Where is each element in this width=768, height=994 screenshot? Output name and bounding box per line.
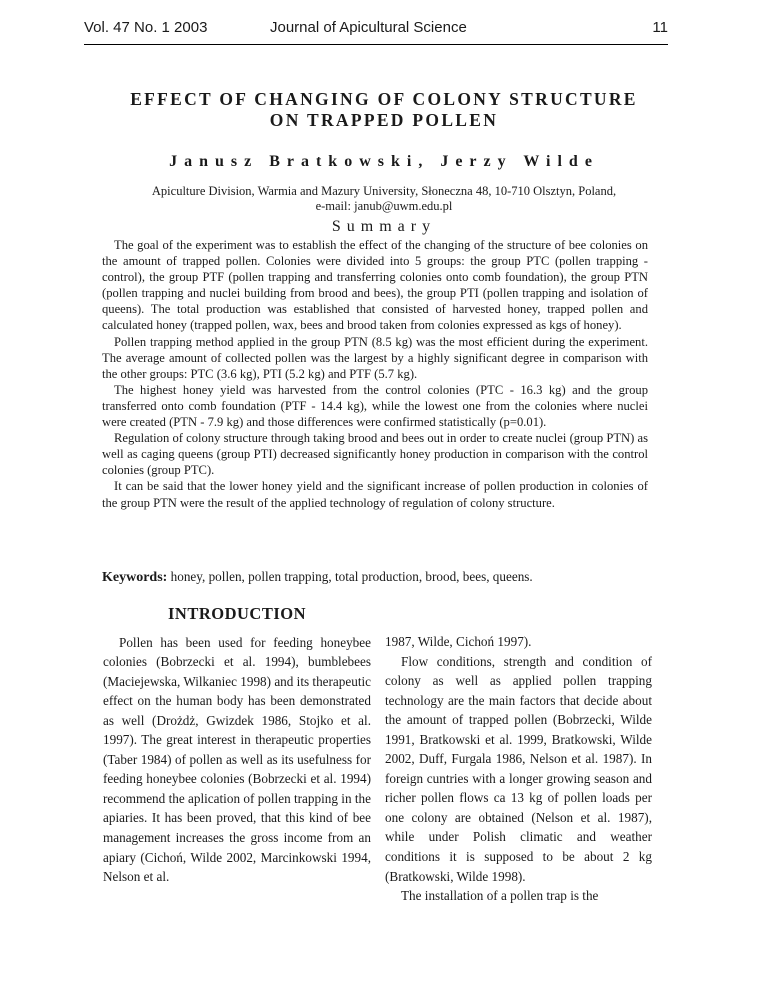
right-column: [385, 632, 652, 906]
body-paragraph: Pollen has been used for feeding honeybee colonies (Bobrzecki et al. 1994), bumblebees (Maciejewska, Wilkaniec 1998) and its therapeutic effect on the human body has been demonstrated as well (Drożdż, Gwizdek 1986, Stojko et al. 1997). The great interest in therapeutic properties (Taber 1984) of pollen as well as its usefulness for feeding honeybee colonies (Bobrzecki et al. 1994) recommend the aplication of pollen trapping in the apiaries. It has been proved, that this kind of bee management increases the gross income from an apiary (Cichoń, Wilde 2002, Marcinkowski 1994, Nelson et al.: [103, 634, 372, 885]
keywords-label: Keywords:: [102, 570, 168, 585]
summary-heading: Summary: [331, 218, 437, 235]
page-number: 11: [652, 19, 668, 36]
abstract-paragraph: The highest honey yield was harvested from the control colonies (PTC - 16.3 kg) and the group transferred onto comb foundation (PTF - 14.4 kg), while the lowest one from the colonies where nuclei were created (PTN - 7.9 kg) and those differences were confirmed statistically (p=0.01).: [102, 382, 648, 430]
introduction-heading: INTRODUCTION: [167, 604, 307, 623]
left-column: [103, 604, 371, 887]
abstract-paragraph: Pollen trapping method applied in the group PTN (8.5 kg) was the most efficient during the experiment. The average amount of collected pollen was the largest by a highly significant degree in comparison with the other groups: PTC (3.6 kg), PTI (5.2 kg) and PTF (5.7 kg).: [102, 334, 648, 381]
article-title: [0, 89, 768, 131]
affiliation-address: Apiculture Division, Warmia and Mazury University, Słoneczna 48, 10-710 Olsztyn, Poland,: [151, 184, 617, 198]
running-header: [84, 19, 668, 45]
body-paragraph: Flow conditions, strength and condition of colony as well as applied pollen trapping technology are the main factors that decide about the amount of trapped pollen (Bobrzecki, Wilde 1991, Bratkowski et al. 1999, Bratkowski, Wilde 2002, Duff, Furgala 1986, Nelson et al. 1987). In foreign cuntries with a longer growing season and richer pollen flows ca 13 kg of pollen loads per one colony are obtained (Nelson et al. 1987), while under Polish climatic and weather conditions it is supposed to be about 2 kg (Bratkowski, Wilde 1998).: [385, 653, 652, 884]
abstract-paragraph: The goal of the experiment was to establish the effect of the changing of the structure of bee colonies on the amount of trapped pollen. Colonies were divided into 5 groups: the group PTC (pollen trapping - control), the group PTF (pollen trapping and transferring colonies onto comb foundation), the group PTN (pollen trapping and nuclei building from brood and bees), the group PTI (pollen trapping and isolation of queens). The total production was established that consisted of harvested honey, trapped pollen and calculated honey (trapped pollen, wax, bees and brood taken from colonies expressed as kgs of honey).: [102, 238, 648, 333]
title-line-1: EFFECT OF CHANGING OF COLONY STRUCTURE: [130, 89, 638, 109]
affiliation: [0, 184, 768, 214]
abstract-paragraph: It can be said that the lower honey yield and the significant increase of pollen production in colonies of the group PTN were the result of the applied technology of regulation of colony structure.: [102, 479, 648, 510]
abstract: [102, 237, 648, 511]
body-paragraph-continuation: 1987, Wilde, Cichoń 1997).: [385, 634, 532, 649]
title-line-2: ON TRAPPED POLLEN: [269, 110, 499, 130]
keywords-text: honey, pollen, pollen trapping, total production, brood, bees, queens.: [170, 569, 533, 584]
volume-info: Vol. 47 No. 1 2003: [84, 19, 208, 36]
journal-name: Journal of Apicultural Science: [270, 19, 467, 36]
header-divider: [84, 44, 668, 45]
affiliation-email: e-mail: janub@uwm.edu.pl: [315, 199, 453, 213]
keywords: [102, 569, 662, 586]
body-paragraph: The installation of a pollen trap is the: [401, 888, 599, 904]
author-list: Janusz Bratkowski, Jerzy Wilde: [169, 153, 599, 170]
abstract-paragraph: Regulation of colony structure through taking brood and bees out in order to create nuclei (group PTN) as well as caging queens (group PTI) decreased significantly honey production in comparison with the control colonies (group PTC).: [102, 431, 648, 478]
